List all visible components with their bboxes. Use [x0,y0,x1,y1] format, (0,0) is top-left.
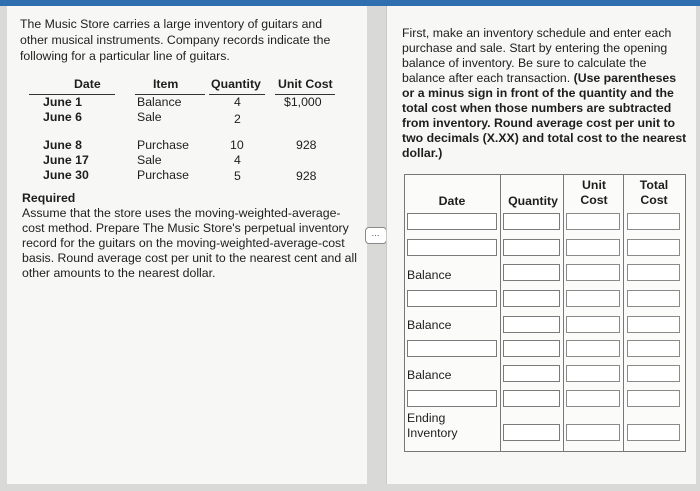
row-label-ending-line2: Inventory [407,426,458,440]
instructions-text [402,26,687,161]
row-label-balance: Balance [407,268,452,282]
row-unit-cost: 928 [296,138,317,152]
row-item: Sale [137,110,162,124]
schedule-quantity-input[interactable] [503,316,560,333]
schedule-quantity-input[interactable] [503,213,560,230]
schedule-total-cost-input[interactable] [627,290,680,307]
required-heading: Required [22,191,76,205]
required-text: Assume that the store uses the moving-weighted-average-cost method. Prepare The Music Store's perpetual inventory record for the guitars on the moving-weighted-average-cost basis. Round average cost per unit to the nearest cent and all other amounts to the nearest dollar. [22,206,357,280]
row-date: June 1 [43,95,82,109]
schedule-date-input[interactable] [407,290,497,307]
ending-unit-cost-input[interactable] [566,424,620,441]
schedule-total-cost-input[interactable] [627,340,680,357]
column-divider [563,174,564,452]
schedule-unit-cost-input[interactable] [566,340,620,357]
schedule-date-input[interactable] [407,239,497,256]
schedule-total-cost-input[interactable] [627,390,680,407]
schedule-date-input[interactable] [407,390,497,407]
instructions-bold: (Use parentheses or a minus sign in front of the quantity and the total cost when those numbers are subtracted from inventory. Round average cost per unit to two decimals (X.XX) and total cost to the nearest dollar.) [402,71,687,160]
schedule-total-cost-input[interactable] [627,365,680,382]
schedule-unit-cost-input[interactable] [566,264,620,281]
row-quantity: 10 [230,138,244,152]
panel-resize-handle[interactable]: ⋯ [365,227,387,244]
intro-text: The Music Store carries a large inventory of guitars and other musical instruments. Company records indicate the following for a particular line of guitars. [20,17,331,63]
schedule-unit-cost-input[interactable] [566,365,620,382]
row-quantity: 4 [234,153,241,167]
schedule-quantity-input[interactable] [503,340,560,357]
row-item: Balance [137,95,182,109]
column-divider [500,174,501,452]
column-divider [623,174,624,452]
schedule-quantity-input[interactable] [503,390,560,407]
ending-total-cost-input[interactable] [627,424,680,441]
schedule-quantity-input[interactable] [503,264,560,281]
header-item: Item [153,77,179,91]
schedule-header-quantity: Quantity [508,194,558,208]
header-unit-cost: Unit Cost [278,77,333,91]
schedule-date-input[interactable] [407,340,497,357]
schedule-quantity-input[interactable] [503,290,560,307]
schedule-header-date: Date [438,194,466,208]
ending-quantity-input[interactable] [503,424,560,441]
schedule-unit-cost-input[interactable] [566,316,620,333]
header-quantity: Quantity [211,77,261,91]
schedule-date-input[interactable] [407,213,497,230]
answer-panel [386,6,696,484]
schedule-total-cost-input[interactable] [627,264,680,281]
instructions-plain: First, make an inventory schedule and enter each purchase and sale. Start by entering the opening balance of inventory. Be sure to calculate the balance after each transaction. [402,26,672,85]
required-section [22,191,362,281]
schedule-header-total-cost-line1: Total [639,178,669,192]
row-date: June 17 [43,153,89,167]
row-date: June 6 [43,110,82,124]
schedule-unit-cost-input[interactable] [566,390,620,407]
schedule-unit-cost-input[interactable] [566,290,620,307]
problem-panel [7,6,367,484]
schedule-quantity-input[interactable] [503,239,560,256]
schedule-header-total-cost-line2: Cost [640,193,668,207]
schedule-quantity-input[interactable] [503,365,560,382]
schedule-total-cost-input[interactable] [627,213,680,230]
schedule-header-unit-cost-line1: Unit [582,178,606,192]
schedule-total-cost-input[interactable] [627,316,680,333]
row-date: June 30 [43,168,89,182]
row-unit-cost: 928 [296,169,317,183]
row-unit-cost: $1,000 [284,95,322,109]
row-label-balance: Balance [407,368,452,382]
row-item: Purchase [137,168,189,182]
row-quantity: 4 [234,95,241,109]
schedule-header-total-cost [625,178,683,208]
row-label-ending-line1: Ending [407,411,446,425]
schedule-unit-cost-input[interactable] [566,213,620,230]
row-item: Purchase [137,138,189,152]
row-label-balance: Balance [407,318,452,332]
row-date: June 8 [43,138,82,152]
row-label-ending-inventory [407,411,458,441]
schedule-total-cost-input[interactable] [627,239,680,256]
row-quantity: 5 [234,169,241,183]
row-quantity: 2 [234,112,241,126]
schedule-header-unit-cost [565,178,623,208]
schedule-header-unit-cost-line2: Cost [580,193,608,207]
header-date: Date [74,77,101,91]
row-item: Sale [137,153,162,167]
schedule-unit-cost-input[interactable] [566,239,620,256]
